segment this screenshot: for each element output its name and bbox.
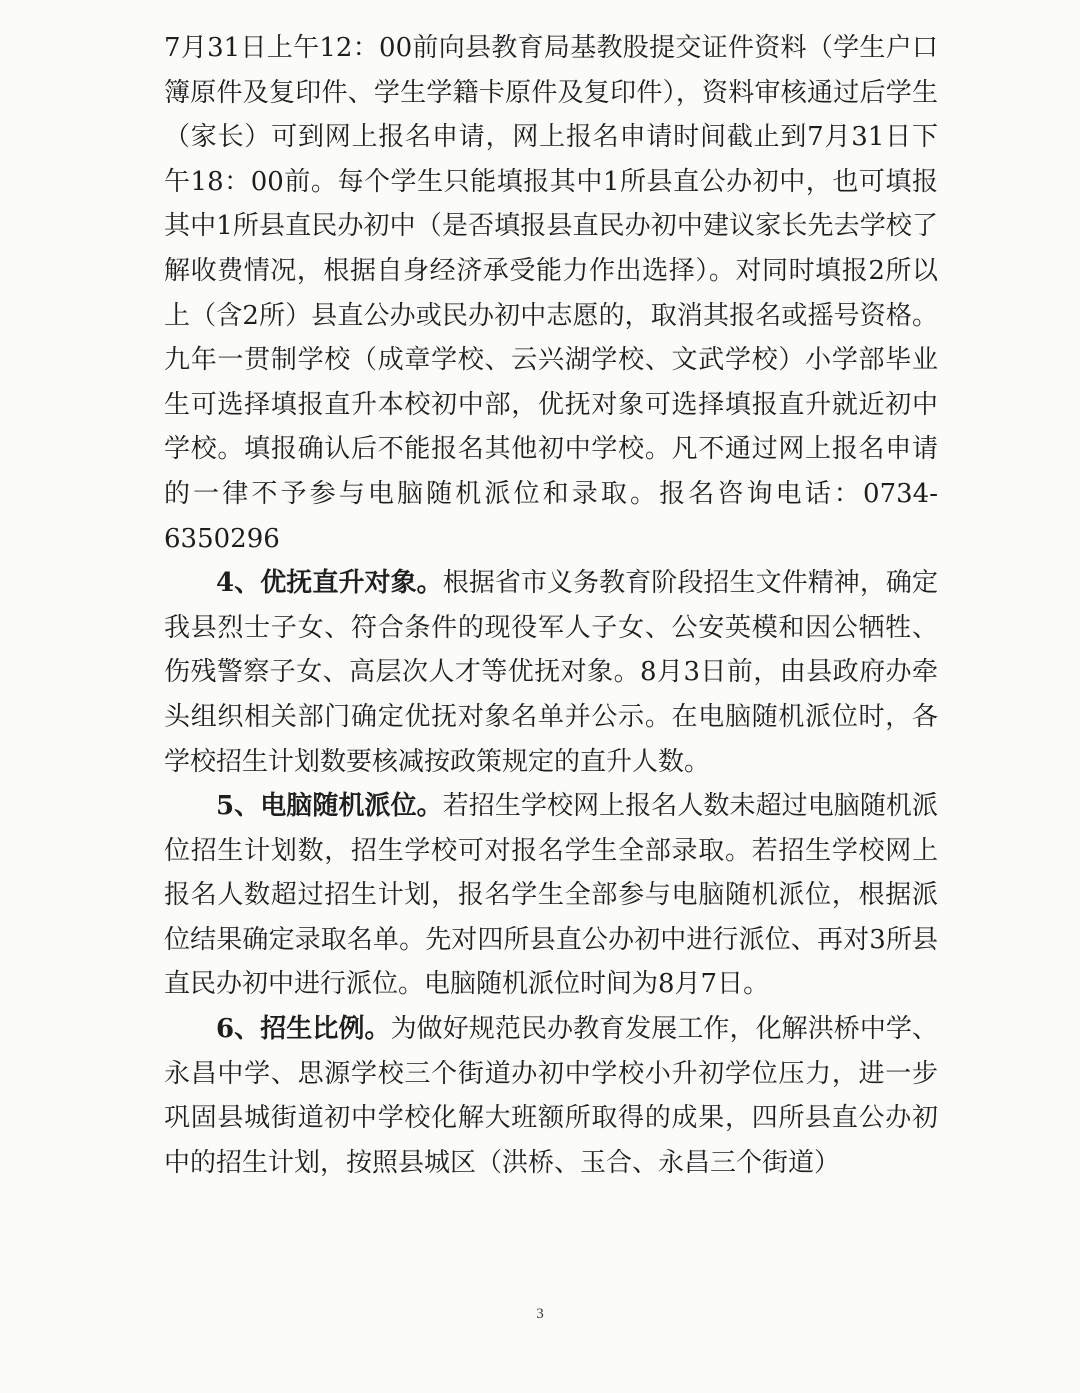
paragraph-section-5 (164, 784, 938, 1007)
paragraph-continuation (164, 26, 938, 561)
paragraph-section-6 (164, 1007, 938, 1185)
paragraph-text: 根据省市义务教育阶段招生文件精神，确定我县烈士子女、符合条件的现役军人子女、公安英模和因公牺牲、伤残警察子女、高层次人才等优抚对象。8月3日前，由县政府办牵头组织相关部门确定优抚对象名单并公示。在电脑随机派位时，各学校招生计划数要核减按政策规定的直升人数。 (164, 568, 938, 777)
paragraph-text: 若招生学校网上报名人数未超过电脑随机派位招生计划数，招生学校可对报名学生全部录取。若招生学校网上报名人数超过招生计划，报名学生全部参与电脑随机派位，根据派位结果确定录取名单。先对四所县直公办初中进行派位、再对3所县直民办初中进行派位。电脑随机派位时间为8月7日。 (164, 791, 938, 1000)
section-heading: 6、招生比例。 (216, 1014, 391, 1045)
section-heading: 5、电脑随机派位。 (216, 791, 443, 822)
paragraph-text: 为做好规范民办教育发展工作，化解洪桥中学、永昌中学、思源学校三个街道办初中学校小升初学位压力，进一步巩固县城街道初中学校化解大班额所取得的成果，四所县直公办初中的招生计划，按照县城区（洪桥、玉合、永昌三个街道） (164, 1014, 938, 1178)
page-number: 3 (536, 1306, 544, 1322)
paragraph-text: 7月31日上午12：00前向县教育局基教股提交证件资料（学生户口簿原件及复印件、学生学籍卡原件及复印件），资料审核通过后学生（家长）可到网上报名申请，网上报名申请时间截止到7月31日下午18：00前。每个学生只能填报其中1所县直公办初中，也可填报其中1所县直民办初中（是否填报县直民办初中建议家长先去学校了解收费情况，根据自身经济承受能力作出选择）。对同时填报2所以上（含2所）县直公办或民办初中志愿的，取消其报名或摇号资格。九年一贯制学校（成章学校、云兴湖学校、文武学校）小学部毕业生可选择填报直升本校初中部，优抚对象可选择填报直升就近初中学校。填报确认后不能报名其他初中学校。凡不通过网上报名申请的一律不予参与电脑随机派位和录取。报名咨询电话：0734-6350296 (164, 33, 938, 554)
section-heading: 4、优抚直升对象。 (216, 568, 443, 599)
paragraph-section-4 (164, 561, 938, 784)
document-body (164, 26, 938, 1185)
